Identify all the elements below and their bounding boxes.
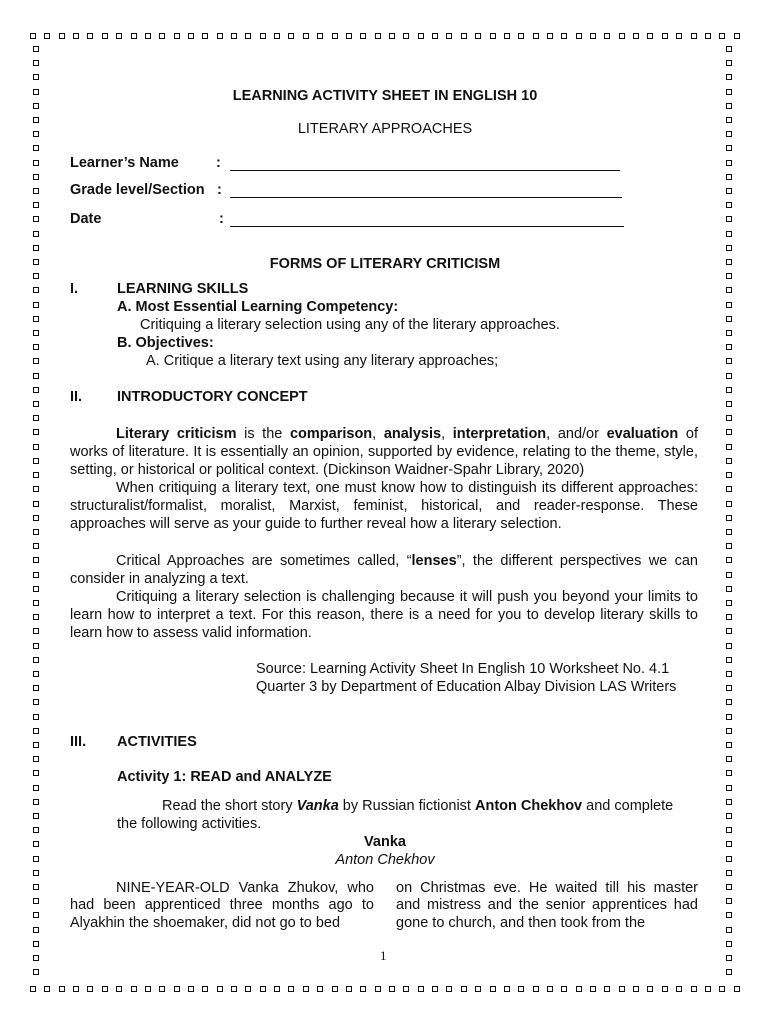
page-border-right xyxy=(726,46,736,976)
border-square xyxy=(726,387,732,393)
border-square xyxy=(619,986,625,992)
border-square xyxy=(726,103,732,109)
section-title: FORMS OF LITERARY CRITICISM xyxy=(269,256,501,272)
border-square xyxy=(726,74,732,80)
border-square xyxy=(33,557,39,563)
border-square xyxy=(726,373,732,379)
border-square xyxy=(87,33,93,39)
border-square xyxy=(726,202,732,208)
border-square xyxy=(726,870,732,876)
border-square xyxy=(726,770,732,776)
border-square xyxy=(726,614,732,620)
term-analysis: analysis xyxy=(383,426,442,442)
border-square xyxy=(33,486,39,492)
story-author: Anton Chekhov xyxy=(335,852,435,868)
date-colon: : xyxy=(219,211,224,227)
source-line-1: Source: Learning Activity Sheet In English 10 Worksheet No. 4.1 xyxy=(256,661,670,677)
border-square xyxy=(726,287,732,293)
border-square xyxy=(590,33,596,39)
section-3-heading: ACTIVITIES xyxy=(117,734,197,750)
border-square xyxy=(375,33,381,39)
border-square xyxy=(33,827,39,833)
border-square xyxy=(691,33,697,39)
border-square xyxy=(726,160,732,166)
border-square xyxy=(726,742,732,748)
competency-label: A. Most Essential Learning Competency: xyxy=(117,299,399,315)
border-square xyxy=(726,429,732,435)
border-square xyxy=(131,986,137,992)
border-square xyxy=(33,742,39,748)
author-name-inline: Anton Chekhov xyxy=(474,798,583,814)
border-square xyxy=(726,856,732,862)
border-square xyxy=(719,33,725,39)
border-square xyxy=(231,33,237,39)
border-square xyxy=(33,429,39,435)
border-square xyxy=(317,986,323,992)
border-square xyxy=(274,986,280,992)
border-square xyxy=(446,986,452,992)
border-square xyxy=(504,33,510,39)
objectives-label: B. Objectives: xyxy=(117,335,214,351)
story-column-right: on Christmas eve. He waited till his master and mistress and the senior apprentices had gone to church, and then took from the xyxy=(396,880,698,931)
border-square xyxy=(33,856,39,862)
border-square xyxy=(726,216,732,222)
activity-instructions: Read the short story Vanka by Russian fictionist Anton Chekhov and complete xyxy=(162,798,674,814)
border-square xyxy=(33,600,39,606)
border-square xyxy=(726,330,732,336)
page-border-bottom xyxy=(30,986,740,996)
border-square xyxy=(33,657,39,663)
border-square xyxy=(188,33,194,39)
border-square xyxy=(691,986,697,992)
border-square xyxy=(726,89,732,95)
border-square xyxy=(734,986,740,992)
border-square xyxy=(245,33,251,39)
border-square xyxy=(726,316,732,322)
border-square xyxy=(726,231,732,237)
border-square xyxy=(726,557,732,563)
border-square xyxy=(33,216,39,222)
border-square xyxy=(303,33,309,39)
learner-name-colon: : xyxy=(216,155,221,171)
border-square xyxy=(461,986,467,992)
border-square xyxy=(576,986,582,992)
border-square xyxy=(446,33,452,39)
term-evaluation: evaluation xyxy=(606,426,679,442)
term-interpretation: interpretation xyxy=(452,426,547,442)
term-comparison: comparison xyxy=(289,426,373,442)
section-2-heading: INTRODUCTORY CONCEPT xyxy=(117,389,308,405)
grade-section-label: Grade level/Section xyxy=(70,182,205,198)
border-square xyxy=(33,401,39,407)
border-square xyxy=(33,728,39,734)
border-square xyxy=(475,33,481,39)
border-square xyxy=(102,33,108,39)
border-square xyxy=(726,657,732,663)
border-square xyxy=(403,33,409,39)
border-square xyxy=(346,33,352,39)
border-square xyxy=(116,986,122,992)
border-square xyxy=(33,46,39,52)
border-square xyxy=(561,986,567,992)
border-square xyxy=(705,33,711,39)
border-square xyxy=(33,770,39,776)
border-square xyxy=(662,33,668,39)
border-square xyxy=(33,131,39,137)
border-square xyxy=(33,472,39,478)
border-square xyxy=(518,986,524,992)
border-square xyxy=(33,415,39,421)
border-square xyxy=(432,33,438,39)
border-square xyxy=(726,401,732,407)
border-square xyxy=(547,33,553,39)
border-square xyxy=(490,986,496,992)
border-square xyxy=(245,986,251,992)
page-border-left xyxy=(33,46,43,976)
border-square xyxy=(726,501,732,507)
border-square xyxy=(33,685,39,691)
border-square xyxy=(33,458,39,464)
border-square xyxy=(647,33,653,39)
border-square xyxy=(726,515,732,521)
border-square xyxy=(202,33,208,39)
border-square xyxy=(33,373,39,379)
term-lenses: lenses xyxy=(411,553,457,569)
border-square xyxy=(590,986,596,992)
border-square xyxy=(260,986,266,992)
border-square xyxy=(726,188,732,194)
border-square xyxy=(726,941,732,947)
document-title: LEARNING ACTIVITY SHEET IN ENGLISH 10 xyxy=(232,88,538,104)
border-square xyxy=(30,986,36,992)
border-square xyxy=(260,33,266,39)
border-square xyxy=(726,529,732,535)
border-square xyxy=(274,33,280,39)
border-square xyxy=(418,33,424,39)
border-square xyxy=(59,986,65,992)
term-literary-criticism: Literary criticism xyxy=(116,426,237,442)
border-square xyxy=(719,986,725,992)
border-square xyxy=(33,756,39,762)
border-square xyxy=(33,188,39,194)
border-square xyxy=(33,60,39,66)
border-square xyxy=(33,927,39,933)
border-square xyxy=(33,330,39,336)
border-square xyxy=(33,912,39,918)
border-square xyxy=(389,33,395,39)
border-square xyxy=(726,472,732,478)
border-square xyxy=(604,986,610,992)
border-square xyxy=(726,813,732,819)
border-square xyxy=(418,986,424,992)
border-square xyxy=(490,33,496,39)
border-square xyxy=(726,174,732,180)
story-column-left: NINE-YEAR-OLD Vanka Zhukov, who had been apprenticed three months ago to Alyakhin the shoemaker, did not go to bed xyxy=(70,880,374,931)
border-square xyxy=(33,387,39,393)
border-square xyxy=(475,986,481,992)
border-square xyxy=(619,33,625,39)
border-square xyxy=(726,344,732,350)
border-square xyxy=(375,986,381,992)
border-square xyxy=(33,74,39,80)
border-square xyxy=(726,969,732,975)
border-square xyxy=(33,231,39,237)
border-square xyxy=(33,515,39,521)
border-square xyxy=(33,714,39,720)
border-square xyxy=(726,273,732,279)
paragraph-challenge: Critiquing a literary selection is challenging because it will push you beyond your limits to learn how to interpret a text. For this reason, there is a need for you to develop literary skills to learn how to assess valid information. xyxy=(70,589,698,642)
border-square xyxy=(288,986,294,992)
border-square xyxy=(33,586,39,592)
border-square xyxy=(102,986,108,992)
border-square xyxy=(726,600,732,606)
border-square xyxy=(726,458,732,464)
objective-a: A. Critique a literary text using any literary approaches; xyxy=(146,353,499,369)
border-square xyxy=(33,444,39,450)
border-square xyxy=(726,699,732,705)
border-square xyxy=(33,344,39,350)
paragraph-definition: Literary criticism is the comparison, analysis, interpretation, and/or evaluation of works of literature. It is essentially an opinion, supported by evidence, relating to the theme, style, setting, or historical or political context. (Dickinson Waidner-Spahr Library, 2020) xyxy=(70,426,698,479)
border-square xyxy=(33,273,39,279)
border-square xyxy=(576,33,582,39)
border-square xyxy=(33,841,39,847)
border-square xyxy=(217,33,223,39)
border-square xyxy=(33,529,39,535)
border-square xyxy=(188,986,194,992)
border-square xyxy=(332,986,338,992)
border-square xyxy=(726,586,732,592)
border-square xyxy=(33,941,39,947)
border-square xyxy=(33,785,39,791)
story-title: Vanka xyxy=(364,834,406,850)
border-square xyxy=(726,898,732,904)
border-square xyxy=(726,799,732,805)
border-square xyxy=(33,870,39,876)
border-square xyxy=(432,986,438,992)
border-square xyxy=(73,33,79,39)
border-square xyxy=(726,685,732,691)
border-square xyxy=(533,986,539,992)
border-square xyxy=(726,912,732,918)
border-square xyxy=(726,444,732,450)
border-square xyxy=(726,643,732,649)
section-2-number: II. xyxy=(70,389,83,405)
date-field[interactable] xyxy=(230,226,624,227)
border-square xyxy=(33,89,39,95)
border-square xyxy=(726,841,732,847)
border-square xyxy=(726,302,732,308)
border-square xyxy=(87,986,93,992)
border-square xyxy=(33,174,39,180)
border-square xyxy=(33,202,39,208)
border-square xyxy=(33,543,39,549)
border-square xyxy=(547,986,553,992)
border-square xyxy=(726,415,732,421)
border-square xyxy=(504,986,510,992)
border-square xyxy=(33,572,39,578)
border-square xyxy=(734,33,740,39)
border-square xyxy=(33,117,39,123)
border-square xyxy=(33,287,39,293)
border-square xyxy=(33,145,39,151)
border-square xyxy=(676,986,682,992)
border-square xyxy=(33,628,39,634)
learner-name-label: Learner’s Name xyxy=(70,155,179,171)
border-square xyxy=(726,46,732,52)
border-square xyxy=(726,671,732,677)
border-square xyxy=(59,33,65,39)
border-square xyxy=(174,986,180,992)
border-square xyxy=(726,955,732,961)
border-square xyxy=(726,131,732,137)
border-square xyxy=(676,33,682,39)
border-square xyxy=(705,986,711,992)
border-square xyxy=(518,33,524,39)
page-number: 1 xyxy=(380,948,387,963)
border-square xyxy=(360,33,366,39)
border-square xyxy=(33,103,39,109)
learner-name-field[interactable] xyxy=(230,170,620,171)
border-square xyxy=(33,898,39,904)
border-square xyxy=(231,986,237,992)
border-square xyxy=(346,986,352,992)
border-square xyxy=(533,33,539,39)
border-square xyxy=(33,643,39,649)
border-square xyxy=(44,986,50,992)
border-square xyxy=(33,302,39,308)
border-square xyxy=(33,884,39,890)
border-square xyxy=(116,33,122,39)
border-square xyxy=(726,543,732,549)
border-square xyxy=(33,501,39,507)
border-square xyxy=(726,145,732,151)
section-1-heading: LEARNING SKILLS xyxy=(117,281,249,297)
border-square xyxy=(33,671,39,677)
date-label: Date xyxy=(70,211,102,227)
border-square xyxy=(44,33,50,39)
border-square xyxy=(389,986,395,992)
border-square xyxy=(131,33,137,39)
border-square xyxy=(33,969,39,975)
border-square xyxy=(33,160,39,166)
competency-text: Critiquing a literary selection using any of the literary approaches. xyxy=(140,317,560,333)
border-square xyxy=(726,827,732,833)
border-square xyxy=(217,986,223,992)
border-square xyxy=(159,986,165,992)
grade-section-field[interactable] xyxy=(230,197,622,198)
document-subtitle: LITERARY APPROACHES xyxy=(297,121,473,137)
border-square xyxy=(159,33,165,39)
border-square xyxy=(726,714,732,720)
border-square xyxy=(726,785,732,791)
border-square xyxy=(726,358,732,364)
border-square xyxy=(360,986,366,992)
border-square xyxy=(633,986,639,992)
border-square xyxy=(726,884,732,890)
border-square xyxy=(633,33,639,39)
border-square xyxy=(30,33,36,39)
border-square xyxy=(33,259,39,265)
grade-section-colon: : xyxy=(217,182,222,198)
source-line-2: Quarter 3 by Department of Education Albay Division LAS Writers xyxy=(256,679,677,695)
border-square xyxy=(726,628,732,634)
border-square xyxy=(33,358,39,364)
section-1-number: I. xyxy=(70,281,79,297)
border-square xyxy=(33,699,39,705)
border-square xyxy=(403,986,409,992)
border-square xyxy=(726,572,732,578)
border-square xyxy=(33,316,39,322)
border-square xyxy=(288,33,294,39)
border-square xyxy=(726,259,732,265)
border-square xyxy=(33,813,39,819)
border-square xyxy=(174,33,180,39)
border-square xyxy=(726,756,732,762)
border-square xyxy=(202,986,208,992)
border-square xyxy=(662,986,668,992)
border-square xyxy=(726,728,732,734)
page-border-top xyxy=(30,33,740,43)
border-square xyxy=(332,33,338,39)
paragraph-approaches: When critiquing a literary text, one must know how to distinguish its different approaches: structuralist/formalist, moralist, Marxist, feminist, historical, and reader-response. These approaches will serve as your guide to further reveal how a literary selection. xyxy=(70,480,698,533)
story-name-inline: Vanka xyxy=(296,798,339,814)
border-square xyxy=(145,986,151,992)
border-square xyxy=(303,986,309,992)
border-square xyxy=(726,486,732,492)
section-3-number: III. xyxy=(70,734,87,750)
paragraph-lenses: Critical Approaches are sometimes called, “lenses”, the different perspectives we can consider in analyzing a text. xyxy=(70,553,698,588)
border-square xyxy=(726,60,732,66)
border-square xyxy=(726,117,732,123)
activity-1-title: Activity 1: READ and ANALYZE xyxy=(117,769,332,785)
border-square xyxy=(461,33,467,39)
border-square xyxy=(145,33,151,39)
border-square xyxy=(33,245,39,251)
activity-instructions-cont: the following activities. xyxy=(117,816,262,832)
border-square xyxy=(726,927,732,933)
border-square xyxy=(647,986,653,992)
border-square xyxy=(561,33,567,39)
border-square xyxy=(33,799,39,805)
border-square xyxy=(726,245,732,251)
border-square xyxy=(33,955,39,961)
border-square xyxy=(604,33,610,39)
border-square xyxy=(317,33,323,39)
border-square xyxy=(33,614,39,620)
border-square xyxy=(73,986,79,992)
